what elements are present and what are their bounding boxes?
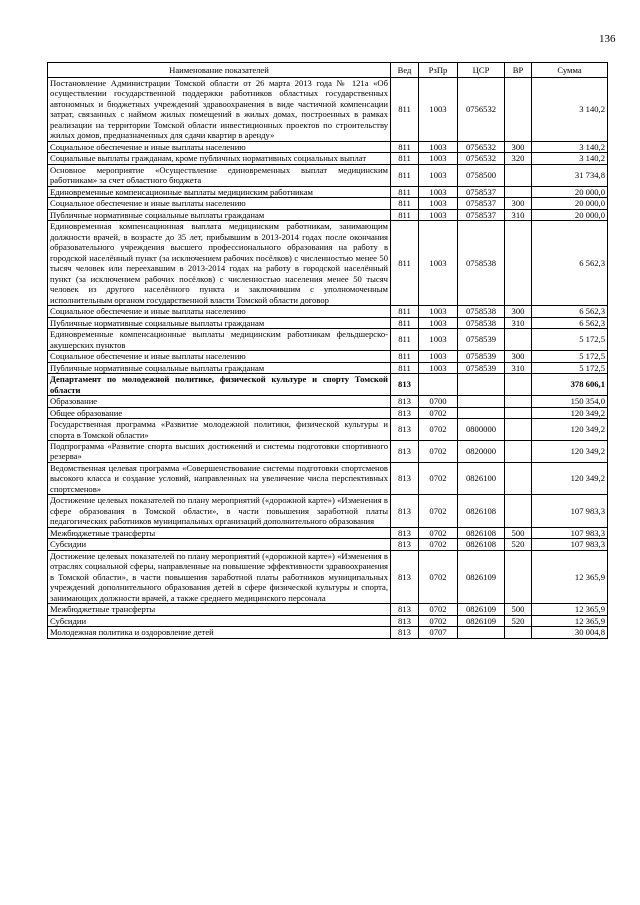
- table-row: [48, 550, 608, 603]
- header-rzpr: РзПр: [419, 63, 458, 78]
- cell-rzpr: 1003: [419, 78, 458, 142]
- table-row: [48, 153, 608, 164]
- cell-rzpr: 0702: [419, 615, 458, 626]
- cell-rzpr: 1003: [419, 141, 458, 152]
- cell-name: Департамент по молодежной политике, физической культуре и спорту Томской области: [48, 374, 391, 396]
- table-row: [48, 78, 608, 142]
- cell-rzpr: 0702: [419, 527, 458, 538]
- cell-ved: 811: [391, 317, 419, 328]
- cell-rzpr: 1003: [419, 164, 458, 186]
- cell-vr: [505, 419, 532, 441]
- cell-sum: 120 349,2: [532, 407, 608, 418]
- cell-sum: 20 000,0: [532, 209, 608, 220]
- cell-csr: 0826100: [458, 462, 505, 494]
- cell-vr: [505, 396, 532, 407]
- table-row: [48, 317, 608, 328]
- cell-name: Социальные выплаты гражданам, кроме публичных нормативных социальных выплат: [48, 153, 391, 164]
- cell-ved: 813: [391, 407, 419, 418]
- cell-sum: 107 983,3: [532, 539, 608, 550]
- cell-name: Межбюджетные трансферты: [48, 604, 391, 615]
- cell-vr: 320: [505, 153, 532, 164]
- cell-vr: 520: [505, 615, 532, 626]
- cell-name: Социальное обеспечение и иные выплаты населению: [48, 141, 391, 152]
- cell-ved: 813: [391, 374, 419, 396]
- cell-csr: 0758538: [458, 317, 505, 328]
- cell-ved: 811: [391, 78, 419, 142]
- cell-ved: 813: [391, 604, 419, 615]
- cell-vr: 310: [505, 209, 532, 220]
- cell-csr: 0758500: [458, 164, 505, 186]
- table-row: [48, 374, 608, 396]
- table-row: [48, 362, 608, 373]
- cell-sum: 20 000,0: [532, 198, 608, 209]
- cell-rzpr: 0700: [419, 396, 458, 407]
- cell-csr: 0826108: [458, 539, 505, 550]
- cell-rzpr: 1003: [419, 329, 458, 351]
- cell-ved: 813: [391, 495, 419, 527]
- cell-name: Государственная программа «Развитие молодежной политики, физической культуры и спорта в Томской области»: [48, 419, 391, 441]
- cell-ved: 811: [391, 329, 419, 351]
- table-row: [48, 351, 608, 362]
- cell-ved: 813: [391, 550, 419, 603]
- cell-sum: 5 172,5: [532, 351, 608, 362]
- cell-csr: 0800000: [458, 419, 505, 441]
- cell-ved: 813: [391, 627, 419, 638]
- table-row: [48, 209, 608, 220]
- cell-rzpr: 1003: [419, 351, 458, 362]
- cell-vr: 500: [505, 527, 532, 538]
- cell-name: Публичные нормативные социальные выплаты гражданам: [48, 362, 391, 373]
- cell-name: Межбюджетные трансферты: [48, 527, 391, 538]
- cell-vr: [505, 440, 532, 462]
- cell-vr: 500: [505, 604, 532, 615]
- cell-csr: 0756532: [458, 153, 505, 164]
- header-vr: ВР: [505, 63, 532, 78]
- cell-csr: 0758538: [458, 306, 505, 317]
- cell-csr: 0756532: [458, 78, 505, 142]
- cell-name: Постановление Администрации Томской области от 26 марта 2013 года № 121а «Об осуществлении государственной поддержки работников областных государственных автономных и бюджетных учреждений здравоохранения в виде частичной компенсации затрат, связанных с наймом жилых помещений в жилых домах, построенных в рамках реализации на территории Томской области инвестиционных проектов по строительству жилых домов, предназначенных для сдачи квартир в аренду»: [48, 78, 391, 142]
- table-row: [48, 495, 608, 527]
- cell-sum: 31 734,8: [532, 164, 608, 186]
- cell-sum: 5 172,5: [532, 329, 608, 351]
- cell-csr: 0758539: [458, 351, 505, 362]
- table-row: [48, 164, 608, 186]
- cell-name: Ведомственная целевая программа «Совершенствование системы подготовки спортсменов высокого класса и создание условий, направленных на увеличение числа перспективных спортсменов»: [48, 462, 391, 494]
- cell-rzpr: 0707: [419, 627, 458, 638]
- cell-sum: 5 172,5: [532, 362, 608, 373]
- cell-name: Публичные нормативные социальные выплаты гражданам: [48, 209, 391, 220]
- table-row: [48, 198, 608, 209]
- cell-rzpr: 0702: [419, 539, 458, 550]
- cell-ved: 813: [391, 440, 419, 462]
- cell-vr: [505, 495, 532, 527]
- cell-name: Субсидии: [48, 539, 391, 550]
- cell-ved: 813: [391, 419, 419, 441]
- cell-csr: 0758539: [458, 329, 505, 351]
- cell-sum: 12 365,9: [532, 550, 608, 603]
- cell-sum: 6 562,3: [532, 306, 608, 317]
- cell-rzpr: 1003: [419, 153, 458, 164]
- table-row: [48, 627, 608, 638]
- cell-ved: 813: [391, 527, 419, 538]
- cell-name: Единовременные компенсационные выплаты медицинским работникам: [48, 186, 391, 197]
- cell-sum: 107 983,3: [532, 527, 608, 538]
- cell-vr: [505, 627, 532, 638]
- cell-sum: 378 606,1: [532, 374, 608, 396]
- cell-name: Основное мероприятие «Осуществление единовременных выплат медицинским работникам» за счет областного бюджета: [48, 164, 391, 186]
- cell-sum: 6 562,3: [532, 221, 608, 306]
- cell-csr: 0820000: [458, 440, 505, 462]
- cell-sum: 20 000,0: [532, 186, 608, 197]
- table-row: [48, 329, 608, 351]
- cell-rzpr: 0702: [419, 419, 458, 441]
- cell-csr: 0758537: [458, 209, 505, 220]
- cell-rzpr: 0702: [419, 550, 458, 603]
- cell-csr: [458, 407, 505, 418]
- cell-vr: 300: [505, 141, 532, 152]
- table-row: [48, 141, 608, 152]
- table-row: [48, 527, 608, 538]
- cell-vr: [505, 186, 532, 197]
- cell-vr: [505, 221, 532, 306]
- cell-ved: 811: [391, 141, 419, 152]
- cell-sum: 3 140,2: [532, 78, 608, 142]
- cell-name: Общее образование: [48, 407, 391, 418]
- cell-sum: 107 983,3: [532, 495, 608, 527]
- cell-vr: [505, 407, 532, 418]
- cell-vr: [505, 462, 532, 494]
- cell-csr: 0826108: [458, 527, 505, 538]
- table-row: [48, 396, 608, 407]
- cell-csr: [458, 374, 505, 396]
- cell-name: Единовременная компенсационная выплата медицинским работникам, занимающим должности врачей, в возрасте до 35 лет, прибывшим в 2013-2014 годах после окончания образовательного учреждения высшего профессионального образования на работу в городской населённый пункт (за исключением рабочих посёлков) с численностью менее 50 тысяч человек или переехавшим в 2013-2014 годах на работу в городской населённый пункт (за исключением рабочих посёлков) с численностью населения менее 50 тысяч человек из другого населённого пункта и заключившим с уполномоченным исполнительным органом государственной власти Томской области договор: [48, 221, 391, 306]
- cell-ved: 813: [391, 462, 419, 494]
- table-row: [48, 539, 608, 550]
- cell-sum: 120 349,2: [532, 440, 608, 462]
- table-row: [48, 604, 608, 615]
- cell-csr: 0826108: [458, 495, 505, 527]
- cell-rzpr: 1003: [419, 186, 458, 197]
- cell-ved: 811: [391, 164, 419, 186]
- header-csr: ЦСР: [458, 63, 505, 78]
- header-row: [48, 63, 608, 78]
- cell-ved: 811: [391, 209, 419, 220]
- cell-name: Единовременные компенсационные выплаты медицинским работникам фельдшерско-акушерских пунктов: [48, 329, 391, 351]
- cell-name: Молодежная политика и оздоровление детей: [48, 627, 391, 638]
- table-row: [48, 221, 608, 306]
- table-row: [48, 615, 608, 626]
- table-header: [48, 63, 608, 78]
- cell-vr: [505, 550, 532, 603]
- cell-rzpr: 0702: [419, 407, 458, 418]
- header-sum: Сумма: [532, 63, 608, 78]
- cell-sum: 3 140,2: [532, 141, 608, 152]
- cell-vr: [505, 78, 532, 142]
- cell-vr: 520: [505, 539, 532, 550]
- cell-ved: 813: [391, 615, 419, 626]
- table-body: [48, 78, 608, 639]
- page-number: 136: [599, 33, 616, 45]
- cell-csr: 0756532: [458, 141, 505, 152]
- cell-rzpr: 0702: [419, 604, 458, 615]
- cell-rzpr: 1003: [419, 221, 458, 306]
- cell-sum: 120 349,2: [532, 419, 608, 441]
- budget-table: [47, 62, 608, 639]
- cell-vr: 300: [505, 351, 532, 362]
- table-row: [48, 407, 608, 418]
- header-ved: Вед: [391, 63, 419, 78]
- cell-csr: [458, 396, 505, 407]
- table-row: [48, 306, 608, 317]
- table-row: [48, 440, 608, 462]
- cell-rzpr: 1003: [419, 198, 458, 209]
- cell-vr: 300: [505, 306, 532, 317]
- cell-csr: 0758537: [458, 186, 505, 197]
- cell-csr: 0758537: [458, 198, 505, 209]
- cell-csr: [458, 627, 505, 638]
- cell-rzpr: [419, 374, 458, 396]
- cell-ved: 813: [391, 539, 419, 550]
- cell-sum: 12 365,9: [532, 604, 608, 615]
- cell-rzpr: 1003: [419, 209, 458, 220]
- cell-vr: 310: [505, 362, 532, 373]
- cell-name: Подпрограмма «Развитие спорта высших достижений и системы подготовки спортивного резерва»: [48, 440, 391, 462]
- cell-ved: 811: [391, 351, 419, 362]
- cell-name: Достижение целевых показателей по плану мероприятий («дорожной карте») «Изменения в сфере образования в Томской области», в части повышения заработной платы педагогических работников муниципальных организаций дополнительного образования: [48, 495, 391, 527]
- cell-sum: 30 004,8: [532, 627, 608, 638]
- table-row: [48, 462, 608, 494]
- cell-name: Социальное обеспечение и иные выплаты населению: [48, 351, 391, 362]
- cell-rzpr: 0702: [419, 440, 458, 462]
- cell-vr: [505, 164, 532, 186]
- cell-vr: [505, 374, 532, 396]
- cell-ved: 811: [391, 198, 419, 209]
- table-row: [48, 419, 608, 441]
- cell-csr: 0826109: [458, 615, 505, 626]
- cell-csr: 0758539: [458, 362, 505, 373]
- cell-csr: 0826109: [458, 550, 505, 603]
- cell-ved: 811: [391, 362, 419, 373]
- cell-sum: 3 140,2: [532, 153, 608, 164]
- table-row: [48, 186, 608, 197]
- cell-name: Образование: [48, 396, 391, 407]
- cell-ved: 811: [391, 186, 419, 197]
- cell-rzpr: 1003: [419, 362, 458, 373]
- cell-vr: [505, 329, 532, 351]
- cell-vr: 310: [505, 317, 532, 328]
- cell-name: Публичные нормативные социальные выплаты гражданам: [48, 317, 391, 328]
- cell-name: Достижение целевых показателей по плану мероприятий («дорожной карте») «Изменения в отраслях социальной сферы, направленные на повышение эффективности здравоохранения в Томской области», в части повышения заработной платы работников муниципальных учреждений дополнительного образования детей в сфере физической культуры и спорта, занимающих должности врачей, а также среднего медицинского персонала: [48, 550, 391, 603]
- cell-sum: 120 349,2: [532, 462, 608, 494]
- cell-ved: 813: [391, 396, 419, 407]
- cell-csr: 0826109: [458, 604, 505, 615]
- cell-ved: 811: [391, 153, 419, 164]
- cell-name: Социальное обеспечение и иные выплаты населению: [48, 306, 391, 317]
- cell-rzpr: 0702: [419, 495, 458, 527]
- cell-sum: 150 354,0: [532, 396, 608, 407]
- cell-name: Социальное обеспечение и иные выплаты населению: [48, 198, 391, 209]
- header-name: Наименование показателей: [48, 63, 391, 78]
- cell-sum: 6 562,3: [532, 317, 608, 328]
- cell-vr: 300: [505, 198, 532, 209]
- cell-name: Субсидии: [48, 615, 391, 626]
- cell-rzpr: 1003: [419, 317, 458, 328]
- cell-ved: 811: [391, 306, 419, 317]
- cell-rzpr: 0702: [419, 462, 458, 494]
- cell-sum: 12 365,9: [532, 615, 608, 626]
- cell-rzpr: 1003: [419, 306, 458, 317]
- cell-ved: 811: [391, 221, 419, 306]
- cell-csr: 0758538: [458, 221, 505, 306]
